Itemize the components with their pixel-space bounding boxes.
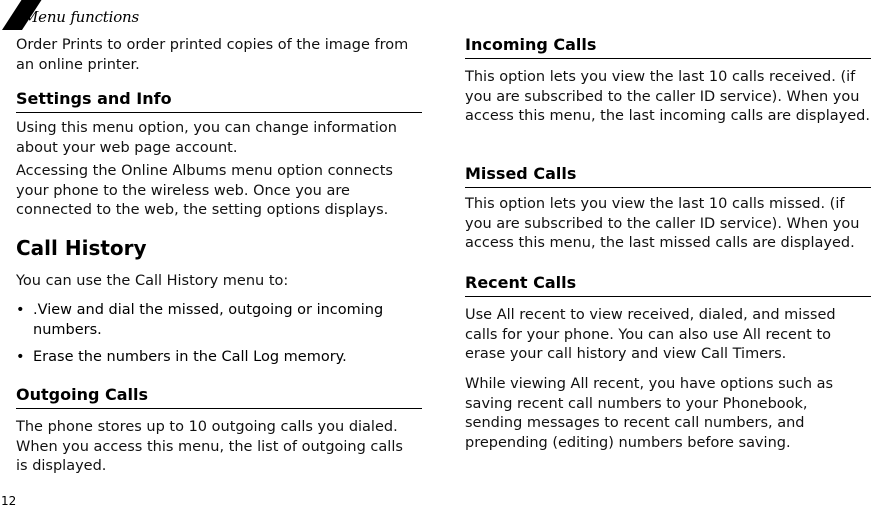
call-history-intro: You can use the Call History menu to: <box>16 273 289 289</box>
call-history-heading: Call History <box>16 236 147 260</box>
outgoing-calls-heading: Outgoing Calls <box>16 385 149 404</box>
outgoing-heading-rule <box>16 408 422 409</box>
settings-paragraph-1: Using this menu option, you can change information about your web page account. <box>16 120 397 156</box>
settings-paragraph-2: Accessing the Online Albums menu option connects your phone to the wireless web. Once you are connected to the web, the setting options displays. <box>16 163 393 218</box>
missed-heading-rule <box>465 187 871 188</box>
incoming-heading-rule <box>465 58 871 59</box>
settings-heading-rule <box>16 112 422 113</box>
bullet-dot-icon: • <box>16 349 25 365</box>
intro-paragraph: Order Prints to order printed copies of the image from an online printer. <box>16 37 409 73</box>
bullet-text: Erase the numbers in the Call Log memory. <box>33 349 347 365</box>
page-header <box>0 0 300 32</box>
recent-calls-heading: Recent Calls <box>465 273 577 292</box>
page-number: 12 <box>1 494 17 508</box>
incoming-calls-paragraph: This option lets you view the last 10 calls received. (if you are subscribed to the caller ID service). When you access this menu, the last incoming calls are displayed. <box>465 69 870 124</box>
settings-heading: Settings and Info <box>16 89 172 108</box>
recent-calls-paragraph-1: Use All recent to view received, dialed, and missed calls for your phone. You can also use All recent to erase your call history and view Call Timers. <box>465 307 836 362</box>
missed-calls-paragraph: This option lets you view the last 10 calls missed. (if you are subscribed to the caller ID service). When you access this menu, the last missed calls are displayed. <box>465 196 860 251</box>
recent-calls-paragraph-2: While viewing All recent, you have options such as saving recent call numbers to your Phonebook, sending messages to recent call numbers, and prepending (editing) numbers before saving. <box>465 376 834 451</box>
recent-heading-rule <box>465 296 871 297</box>
header-title: Menu functions <box>23 8 140 26</box>
bullet-dot-icon: • <box>16 302 25 318</box>
missed-calls-heading: Missed Calls <box>465 164 577 183</box>
bullet-text: .View and dial the missed, outgoing or incoming numbers. <box>33 302 384 338</box>
outgoing-calls-paragraph: The phone stores up to 10 outgoing calls you dialed. When you access this menu, the list of outgoing calls is displayed. <box>16 419 403 474</box>
incoming-calls-heading: Incoming Calls <box>465 35 597 54</box>
